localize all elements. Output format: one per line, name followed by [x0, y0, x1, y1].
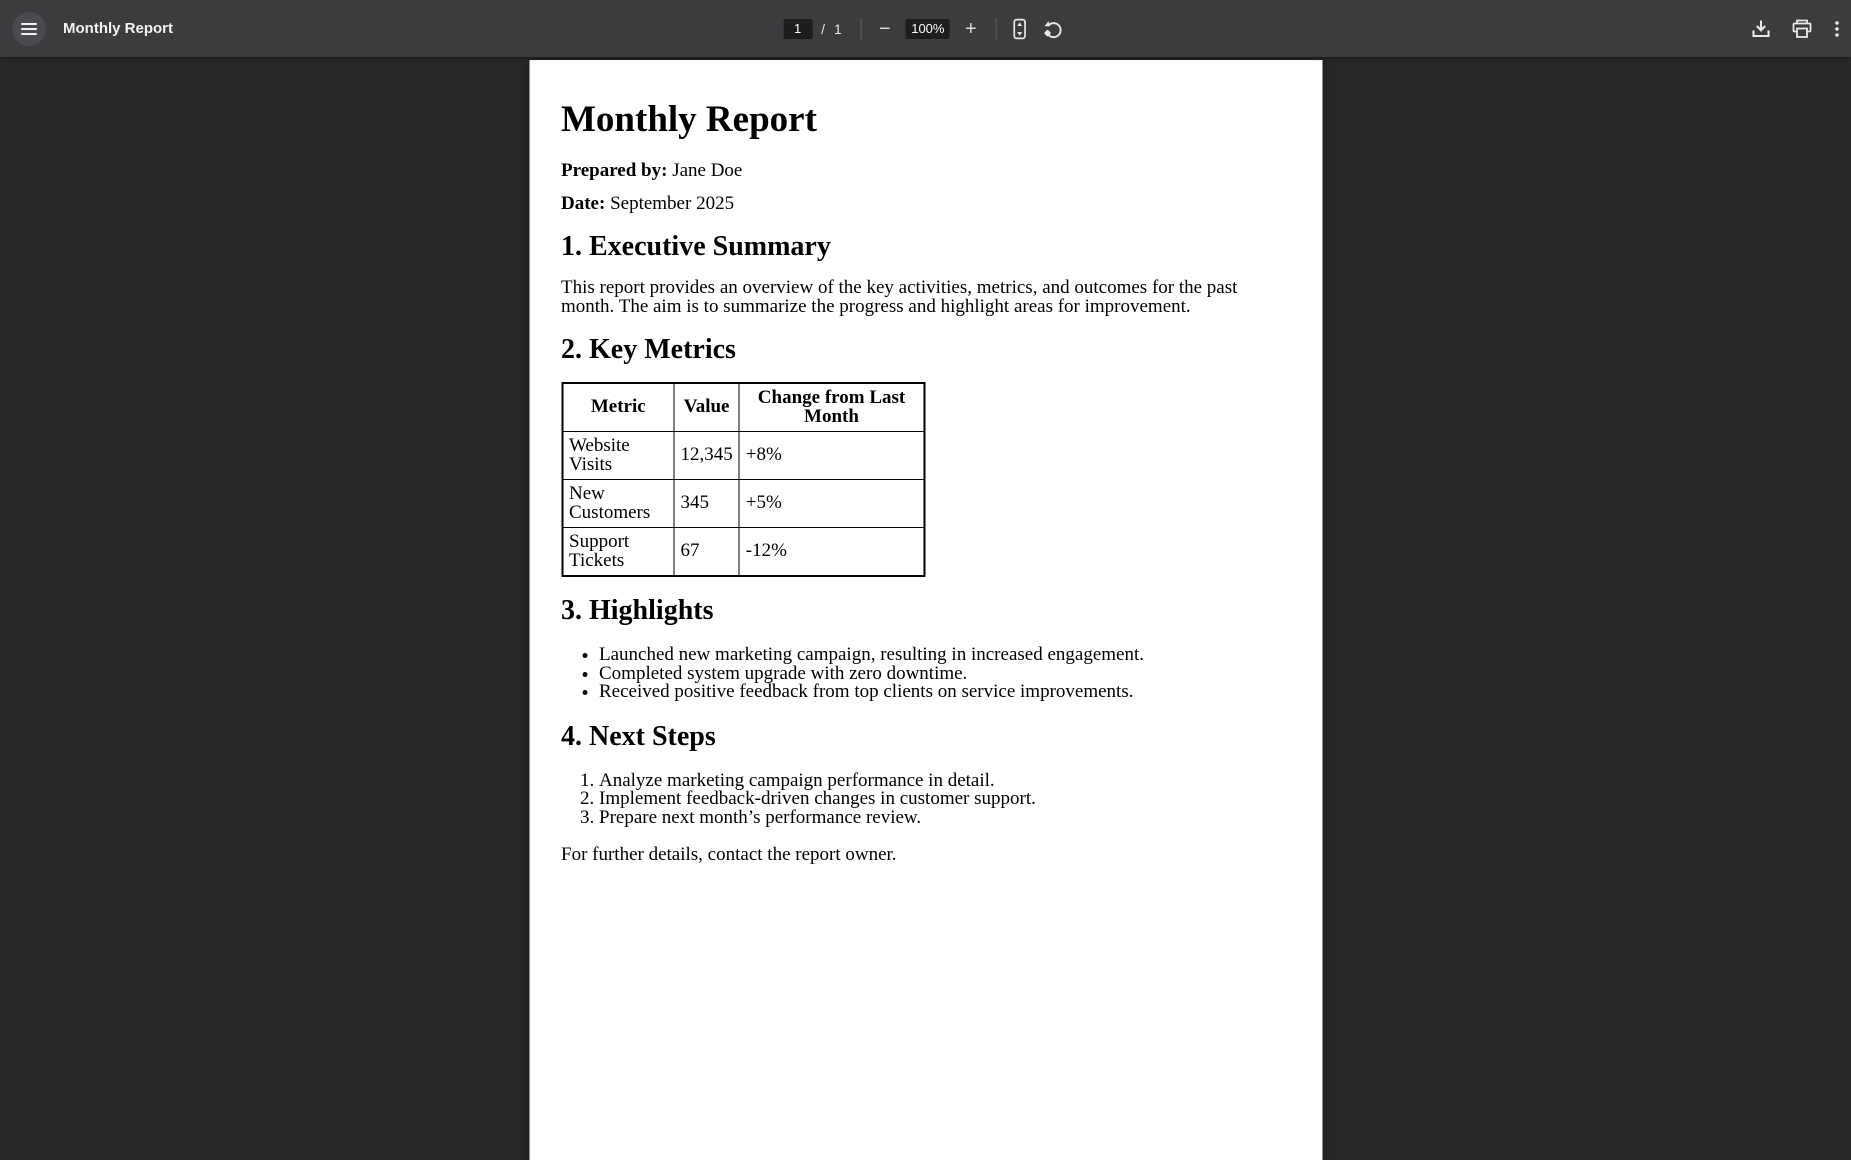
date-label: Date:	[561, 192, 606, 214]
table-cell: +5%	[739, 480, 924, 528]
toolbar-center-controls	[783, 0, 1068, 57]
toolbar-divider	[861, 18, 862, 40]
rotate-counterclockwise-icon	[1041, 17, 1065, 41]
pdf-viewer-toolbar	[0, 0, 1851, 57]
fit-page-button[interactable]	[1005, 14, 1035, 44]
pdf-page	[529, 60, 1322, 1160]
toolbar-divider	[996, 18, 997, 40]
section-heading-key-metrics: 2. Key Metrics	[561, 334, 736, 365]
table-cell: 12,345	[674, 432, 739, 480]
prepared-by-line	[561, 162, 1290, 181]
table-row	[562, 528, 924, 577]
document-title: Monthly Report	[561, 99, 817, 140]
table-cell: 67	[674, 528, 739, 577]
date-value: September 2025	[610, 192, 735, 214]
table-cell: 345	[674, 480, 739, 528]
prepared-by-value: Jane Doe	[672, 160, 743, 181]
toolbar-title: Monthly Report	[63, 20, 173, 37]
table-cell: -12%	[739, 528, 924, 577]
menu-button[interactable]	[12, 12, 46, 46]
zoom-level-label: 100%	[911, 21, 945, 36]
download-button[interactable]	[1744, 12, 1778, 46]
zoom-level[interactable]	[906, 19, 950, 39]
list-item: 1. Analyze marketing campaign performance in detail.	[599, 772, 1290, 791]
kebab-icon	[1826, 17, 1848, 41]
table-header-cell: Metric	[562, 383, 674, 432]
list-item: • Completed system upgrade with zero downtime.	[599, 665, 1290, 684]
footer-note: For further details, contact the report owner.	[561, 844, 897, 865]
table-row	[562, 432, 924, 480]
table-header-cell: Value	[674, 383, 739, 432]
executive-summary-paragraph: This report provides an overview of the key activities, metrics, and outcomes for the past month. The aim is to summarize the progress and highlight areas for improvement.	[561, 277, 1238, 317]
table-row	[562, 480, 924, 528]
list-item: 3. Prepare next month’s performance review.	[599, 809, 1290, 828]
list-item: 2. Implement feedback-driven changes in customer support.	[599, 790, 1290, 809]
highlights-list	[561, 646, 1290, 702]
page-number-input[interactable]	[783, 19, 812, 39]
list-item: • Received positive feedback from top clients on service improvements.	[599, 683, 1290, 702]
print-button[interactable]	[1785, 12, 1819, 46]
hamburger-menu-icon	[21, 23, 37, 25]
toolbar-right-controls	[1744, 12, 1848, 46]
page-count-separator: /	[821, 20, 826, 37]
table-cell: Support Tickets	[562, 528, 674, 577]
page-count-total: 1	[834, 20, 842, 37]
more-options-button[interactable]	[1826, 12, 1848, 46]
fit-page-icon	[1008, 17, 1032, 41]
table-cell: +8%	[739, 432, 924, 480]
section-heading-executive-summary: 1. Executive Summary	[561, 231, 831, 262]
zoom-out-button[interactable]	[870, 14, 900, 44]
table-cell: Website Visits	[562, 432, 674, 480]
date-line	[561, 192, 1290, 214]
minus-icon: −	[879, 17, 891, 40]
rotate-button[interactable]	[1038, 14, 1068, 44]
table-cell: New Customers	[562, 480, 674, 528]
section-heading-highlights: 3. Highlights	[561, 595, 714, 626]
section-heading-next-steps: 4. Next Steps	[561, 720, 716, 752]
prepared-by-label: Prepared by:	[561, 160, 668, 181]
table-header-row	[562, 383, 924, 432]
metrics-table	[561, 382, 925, 577]
list-item: • Launched new marketing campaign, resulting in increased engagement.	[599, 646, 1290, 665]
plus-icon: +	[965, 17, 977, 40]
download-icon	[1749, 17, 1773, 41]
next-steps-list	[561, 769, 1290, 828]
print-icon	[1790, 17, 1814, 41]
zoom-in-button[interactable]	[956, 14, 986, 44]
table-header-cell: Change from Last Month	[739, 383, 924, 432]
